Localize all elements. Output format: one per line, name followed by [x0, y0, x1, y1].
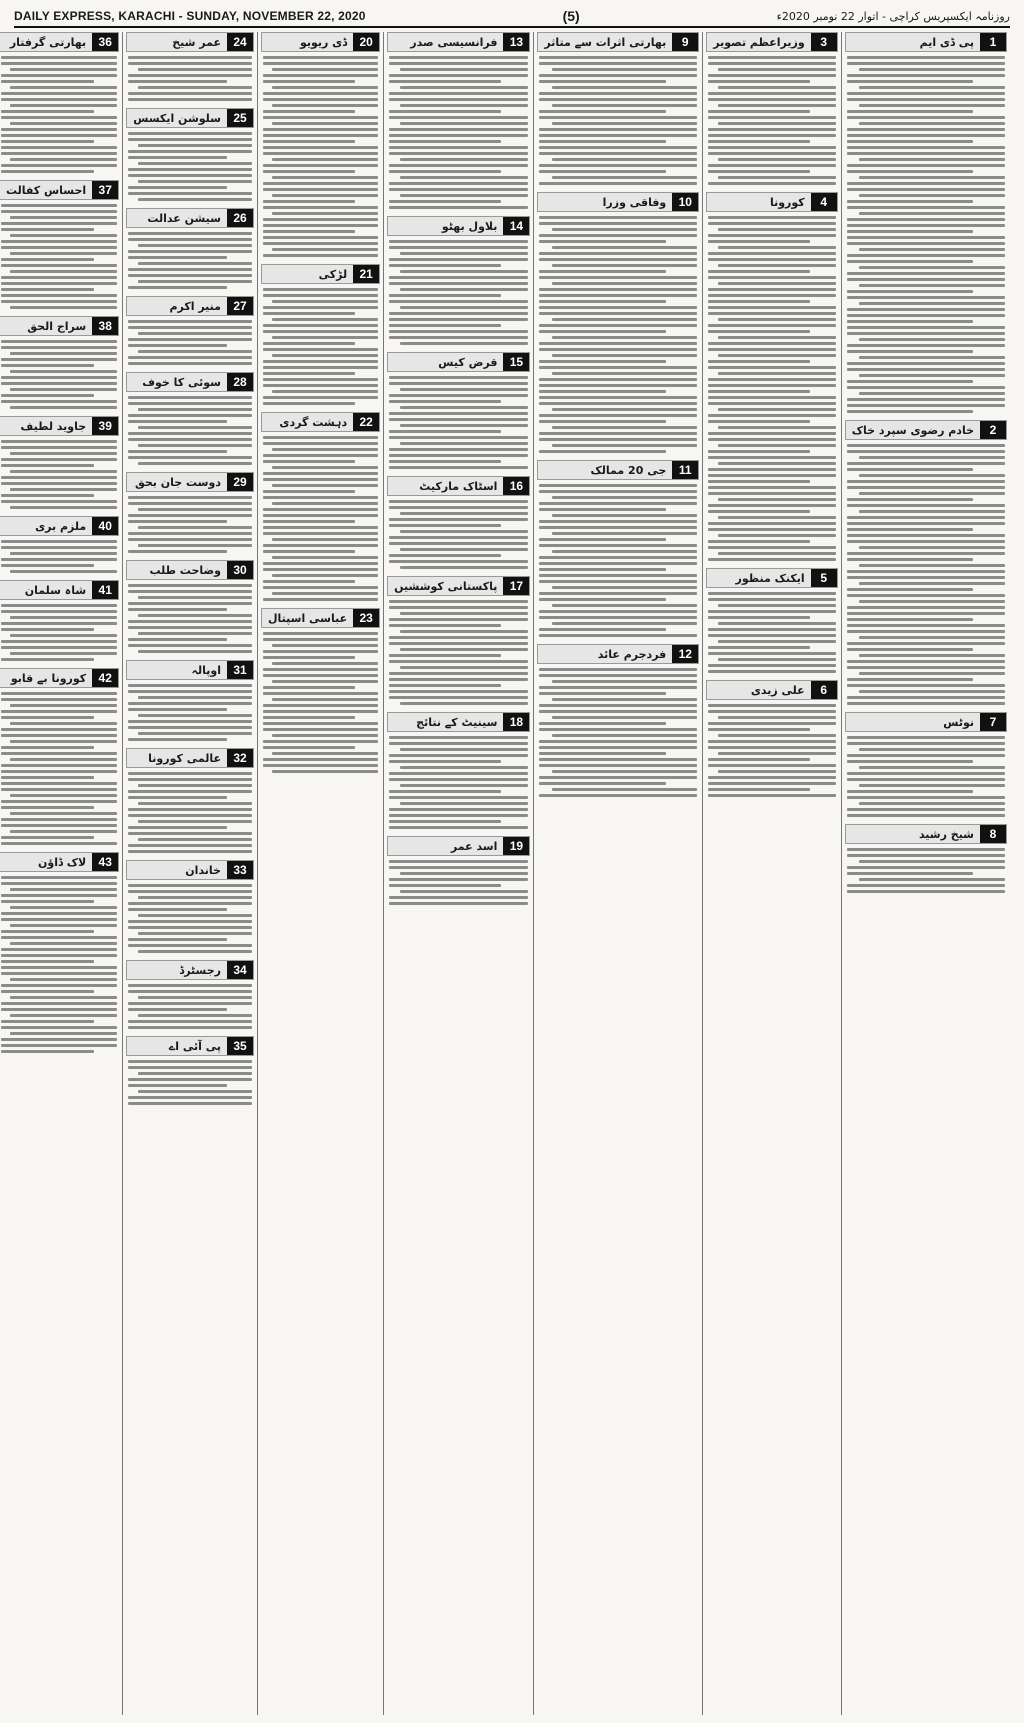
masthead [14, 6, 1010, 28]
story-title: رجسٹرڈ [179, 963, 221, 977]
story-number: 26 [227, 209, 253, 227]
story-body-text [126, 882, 254, 955]
story-body-text [387, 598, 530, 707]
story-heading [387, 576, 530, 596]
story-title: بھارتی گرفتار [9, 35, 87, 49]
story-heading [537, 192, 699, 212]
story-number: 43 [92, 853, 118, 871]
story-title: شاہ سلمان [24, 583, 87, 597]
story-heading [387, 352, 530, 372]
story-title: لاک ڈاؤن [38, 855, 87, 869]
story-title: سیشن عدالت [147, 211, 221, 225]
news-story [0, 316, 119, 411]
news-story [126, 860, 254, 955]
news-story [537, 460, 699, 639]
news-story [126, 108, 254, 203]
story-body-text [126, 230, 254, 291]
story-number: 13 [503, 33, 529, 51]
story-body-text [0, 538, 119, 575]
story-heading [537, 460, 699, 480]
column-4 [383, 32, 533, 1715]
news-story [387, 836, 530, 907]
story-body-text [126, 982, 254, 1031]
story-number: 3 [811, 33, 837, 51]
story-number: 19 [503, 837, 529, 855]
story-number: 41 [92, 581, 118, 599]
story-number: 36 [92, 33, 118, 51]
story-number: 28 [227, 373, 253, 391]
story-heading [845, 824, 1007, 844]
story-heading [126, 660, 254, 680]
news-story [0, 516, 119, 575]
story-heading [387, 836, 530, 856]
story-title: ایکنک منظور [735, 571, 805, 585]
story-body-text [0, 874, 119, 1055]
story-heading [126, 960, 254, 980]
story-body-text [126, 682, 254, 743]
story-body-text [0, 202, 119, 311]
story-body-text [126, 130, 254, 203]
news-story [845, 420, 1007, 707]
story-body-text [0, 438, 119, 511]
story-title: پی آئی اے [168, 1039, 221, 1053]
story-body-text [126, 54, 254, 103]
story-body-text [387, 374, 530, 471]
news-story [387, 216, 530, 347]
news-story [537, 192, 699, 455]
newspaper-page [5, 32, 1010, 1715]
story-title: شیخ رشید [918, 827, 974, 841]
news-story [706, 568, 837, 675]
story-title: وزیراعظم تصویر [713, 35, 805, 49]
news-story [126, 296, 254, 367]
story-heading [0, 668, 119, 688]
story-heading [845, 32, 1007, 52]
story-title: لڑکی [318, 267, 348, 281]
column-6 [122, 32, 257, 1715]
news-story [261, 608, 380, 775]
column-3 [533, 32, 702, 1715]
story-title: ڈی ریویو [299, 35, 348, 49]
story-title: قرض کیس [438, 355, 498, 369]
news-story [537, 32, 699, 187]
column-2 [702, 32, 840, 1715]
story-number: 33 [227, 861, 253, 879]
story-heading [845, 712, 1007, 732]
story-body-text [387, 54, 530, 211]
story-body-text [537, 666, 699, 799]
story-title: علی زیدی [750, 683, 805, 697]
story-heading [126, 108, 254, 128]
story-number: 6 [811, 681, 837, 699]
story-title: سراج الحق [27, 319, 87, 333]
story-body-text [126, 770, 254, 855]
story-title: خادم رضوی سپرد خاک [851, 423, 974, 437]
story-body-text [0, 54, 119, 175]
news-story [845, 32, 1007, 415]
news-story [261, 32, 380, 259]
story-number: 35 [227, 1037, 253, 1055]
story-title: دوست جان بحق [134, 475, 221, 489]
story-number: 39 [92, 417, 118, 435]
story-body-text [706, 702, 837, 799]
story-heading [706, 192, 837, 212]
story-body-text [845, 54, 1007, 415]
story-number: 27 [227, 297, 253, 315]
story-number: 7 [980, 713, 1006, 731]
story-title: بلاول بھٹو [441, 219, 498, 233]
story-title: عباسی اسپتال [267, 611, 348, 625]
story-number: 22 [353, 413, 379, 431]
story-number: 30 [227, 561, 253, 579]
news-story [706, 32, 837, 187]
story-body-text [537, 54, 699, 187]
story-number: 34 [227, 961, 253, 979]
story-title: جاوید لطیف [20, 419, 87, 433]
story-body-text [261, 630, 380, 775]
story-number: 1 [980, 33, 1006, 51]
story-number: 31 [227, 661, 253, 679]
story-number: 38 [92, 317, 118, 335]
story-number: 2 [980, 421, 1006, 439]
news-story [0, 852, 119, 1055]
story-number: 32 [227, 749, 253, 767]
story-title: عمر شیخ [172, 35, 221, 49]
news-story [126, 960, 254, 1031]
story-body-text [706, 590, 837, 675]
story-heading [126, 860, 254, 880]
story-heading [0, 32, 119, 52]
story-body-text [845, 734, 1007, 819]
masthead-english: DAILY EXPRESS, KARACHI - SUNDAY, NOVEMBER 22, 2020 [14, 9, 366, 23]
story-body-text [261, 54, 380, 259]
column-7 [0, 32, 122, 1715]
story-title: فرانسیسی صدر [410, 35, 498, 49]
story-title: پاکستانی کوششیں [394, 579, 498, 593]
news-story [126, 472, 254, 555]
story-heading [537, 32, 699, 52]
story-heading [0, 316, 119, 336]
story-heading [706, 32, 837, 52]
story-title: خاندان [185, 863, 221, 877]
story-title: ملزم بری [35, 519, 87, 533]
story-heading [387, 712, 530, 732]
story-number: 16 [503, 477, 529, 495]
news-story [0, 580, 119, 663]
story-body-text [126, 494, 254, 555]
story-number: 8 [980, 825, 1006, 843]
story-number: 14 [503, 217, 529, 235]
news-story [387, 476, 530, 571]
story-heading [126, 372, 254, 392]
story-heading [387, 32, 530, 52]
story-title: احساس کفالت [5, 183, 87, 197]
story-heading [261, 264, 380, 284]
story-body-text [261, 434, 380, 603]
story-heading [126, 748, 254, 768]
story-heading [706, 568, 837, 588]
news-story [706, 192, 837, 563]
story-body-text [706, 214, 837, 563]
column-5 [257, 32, 383, 1715]
story-heading [261, 32, 380, 52]
story-body-text [126, 582, 254, 655]
story-heading [537, 644, 699, 664]
story-heading [0, 580, 119, 600]
story-title: وضاحت طلب [149, 563, 221, 577]
story-body-text [537, 482, 699, 639]
news-story [845, 824, 1007, 895]
story-body-text [387, 238, 530, 347]
news-story [126, 560, 254, 655]
story-body-text [0, 338, 119, 411]
news-story [387, 352, 530, 471]
story-body-text [706, 54, 837, 187]
story-number: 12 [672, 645, 698, 663]
story-number: 4 [811, 193, 837, 211]
story-heading [845, 420, 1007, 440]
news-story [126, 208, 254, 291]
story-number: 11 [672, 461, 698, 479]
story-heading [387, 476, 530, 496]
story-title: جی 20 ممالک [590, 463, 667, 477]
story-heading [261, 608, 380, 628]
story-body-text [387, 498, 530, 571]
story-title: منیر اکرم [169, 299, 221, 313]
story-number: 5 [811, 569, 837, 587]
story-heading [261, 412, 380, 432]
story-number: 42 [92, 669, 118, 687]
news-story [387, 32, 530, 211]
story-body-text [126, 1058, 254, 1107]
story-title: وفاقی وزرا [602, 195, 667, 209]
story-body-text [126, 318, 254, 367]
story-title: نوٹس [943, 715, 974, 729]
story-body-text [387, 858, 530, 907]
story-number: 17 [503, 577, 529, 595]
story-title: فردجرم عائد [597, 647, 667, 661]
story-heading [126, 296, 254, 316]
story-number: 24 [227, 33, 253, 51]
story-heading [126, 472, 254, 492]
story-number: 10 [672, 193, 698, 211]
story-title: اسٹاک مارکیٹ [419, 479, 498, 493]
story-title: سوئی کا خوف [142, 375, 221, 389]
story-title: کورونا [769, 195, 805, 209]
story-number: 40 [92, 517, 118, 535]
story-title: عالمی کورونا [148, 751, 221, 765]
story-number: 37 [92, 181, 118, 199]
news-story [126, 32, 254, 103]
news-story [387, 712, 530, 831]
story-title: پی ڈی ایم [919, 35, 974, 49]
story-body-text [845, 442, 1007, 707]
story-number: 18 [503, 713, 529, 731]
story-body-text [0, 690, 119, 847]
news-story [0, 32, 119, 175]
story-heading [126, 32, 254, 52]
story-body-text [0, 602, 119, 663]
news-story [706, 680, 837, 799]
story-body-text [261, 286, 380, 407]
news-story [387, 576, 530, 707]
story-body-text [845, 846, 1007, 895]
story-number: 25 [227, 109, 253, 127]
story-title: دہشت گردی [279, 415, 348, 429]
story-number: 20 [353, 33, 379, 51]
story-heading [387, 216, 530, 236]
news-story [126, 748, 254, 855]
story-heading [0, 852, 119, 872]
story-heading [0, 180, 119, 200]
masthead-urdu: روزنامہ ایکسپریس کراچی - اتوار 22 نومبر 2020ء [776, 9, 1010, 23]
story-number: 21 [353, 265, 379, 283]
column-1 [841, 32, 1010, 1715]
news-story [126, 372, 254, 467]
news-story [126, 1036, 254, 1107]
story-body-text [387, 734, 530, 831]
story-title: اسد عمر [450, 839, 498, 853]
news-story [0, 180, 119, 311]
news-story [0, 668, 119, 847]
story-number: 29 [227, 473, 253, 491]
story-title: سلوشن ایکسس [133, 111, 221, 125]
story-number: 23 [353, 609, 379, 627]
story-heading [126, 208, 254, 228]
story-heading [0, 416, 119, 436]
story-heading [0, 516, 119, 536]
story-heading [706, 680, 837, 700]
news-story [126, 660, 254, 743]
story-title: اوپالہ [191, 663, 221, 677]
story-heading [126, 560, 254, 580]
story-title: سینیٹ کے نتائج [416, 715, 498, 729]
story-title: بھارتی اثرات سے متاثر [544, 35, 667, 49]
story-number: 15 [503, 353, 529, 371]
story-body-text [126, 394, 254, 467]
story-body-text [537, 214, 699, 455]
story-title: کورونا بے قابو [10, 671, 87, 685]
page-number: (5) [562, 8, 580, 24]
news-story [261, 264, 380, 407]
news-story [845, 712, 1007, 819]
story-number: 9 [672, 33, 698, 51]
news-story [0, 416, 119, 511]
story-heading [126, 1036, 254, 1056]
news-story [261, 412, 380, 603]
news-story [537, 644, 699, 799]
